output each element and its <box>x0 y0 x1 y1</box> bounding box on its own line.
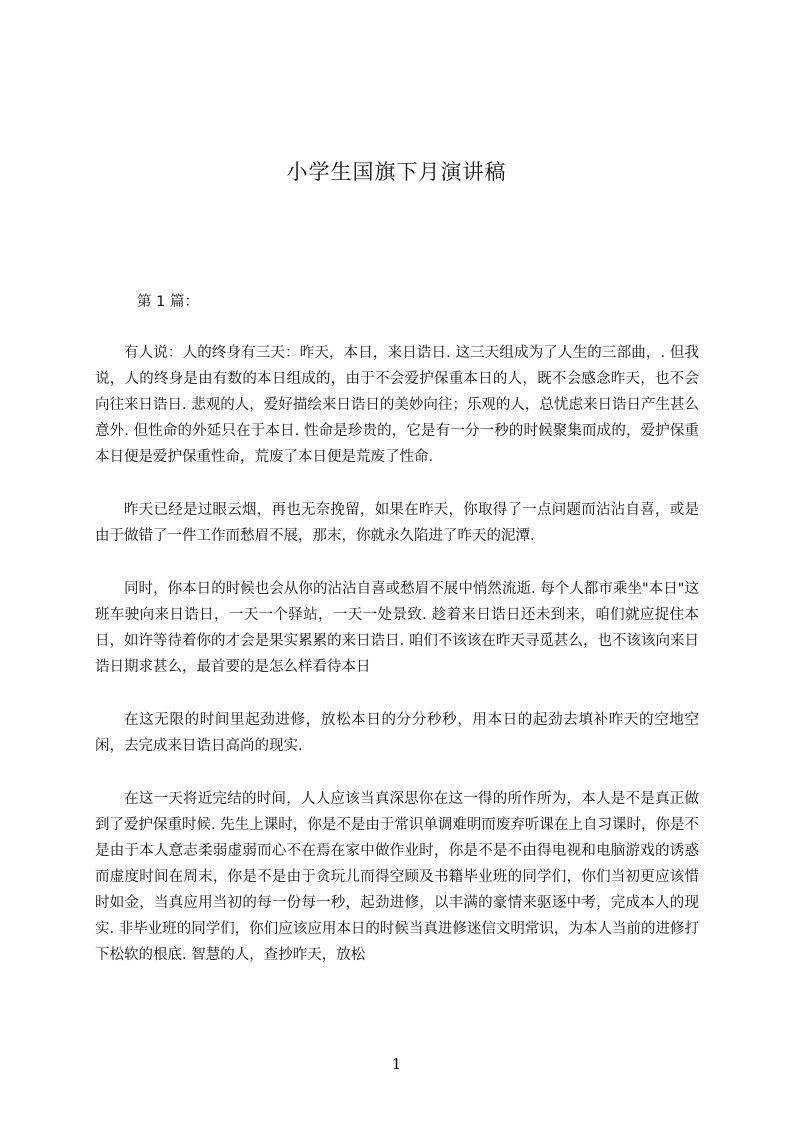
paragraph: 昨天已经是过眼云烟，再也无奈挽留，如果在昨天，你取得了一点问题而沾沾自喜，或是由于做错了一件工作而愁眉不展，那末，你就永久陷进了昨天的泥潭. <box>95 502 699 544</box>
section-label: 第 1 篇： <box>137 294 199 310</box>
paragraph: 有人说：人的终身有三天：昨天，本日，来日诰日. 这三天组成为了人生的三部曲，. 但我说，人的终身是由有数的本日组成的，由于不会爱护保重本日的人，既不会感念昨天，也不会向往来日诰日. 悲观的人，爱好描绘来日诰日的美妙向往；乐观的人，总忧虑来日诰日产生甚么意外. 但性命的外延只在于本日. 性命是珍贵的，它是有一分一秒的时候聚集而成的，爱护保重本日便是爱护保重性命，荒废了本日便是荒废了性命. <box>95 345 699 465</box>
paragraph: 同时，你本日的时候也会从你的沾沾自喜或愁眉不展中悄然流逝. 每个人都市乘坐"本日"这班车驶向来日诰日，一天一个驿站，一天一处景致. 趁着来日诰日还未到来，咱们就应捉住本日，如许等待着你的才会是果实累累的来日诰日. 咱们不该该在昨天寻觅甚么，也不该该向来日诰日期求甚么，最首要的是怎么样看待本日 <box>95 581 699 675</box>
paragraph: 在这一天将近完结的时间，人人应该当真深思你在这一得的所作所为，本人是不是真正做到了爱护保重时候. 先生上课时，你是不是由于常识单调难明而废弃听课在上自习课时，你是不是由于本人意志柔弱虚弱而心不在焉在家中做作业时，你是不是不由得电视和电脑游戏的诱惑而虚度时间在周末，你是不是由于贪玩儿而得空顾及书籍毕业班的同学们，你们当初更应该惜时如金，当真应用当初的每一份每一秒，起劲进修，以丰满的豪情来驱逐中考，完成本人的现实. 非毕业班的同学们，你们应该应用本日的时候当真进修迷信文明常识，为本人当前的进修打下松软的根底. 智慧的人，查抄昨天，放松 <box>95 791 699 963</box>
body-text <box>95 340 699 995</box>
paragraph: 在这无限的时间里起劲进修，放松本日的分分秒秒，用本日的起劲去填补昨天的空地空闲，去完成来日诰日高尚的现实. <box>95 712 699 754</box>
page-number: 1 <box>391 1055 402 1073</box>
page-title: 小学生国旗下月演讲稿 <box>286 160 507 185</box>
